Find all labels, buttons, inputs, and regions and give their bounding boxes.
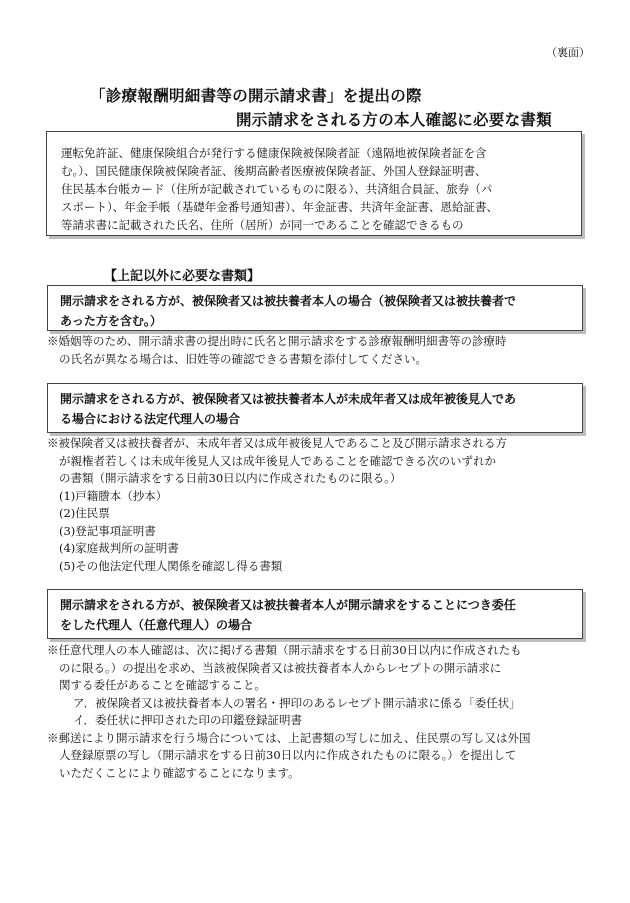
list-item: (2)住民票 bbox=[59, 506, 110, 520]
postal-note-line: いただくことにより確認することになります。 bbox=[59, 765, 300, 780]
note-line: の書類（開示請求をする日前30日以内に作成されたものに限る。） bbox=[59, 471, 402, 485]
title-line-2: 開示請求をされる方の本人確認に必要な書類 bbox=[236, 111, 553, 129]
case-heading-voluntary-agent bbox=[47, 589, 583, 639]
note-line: ※任意代理人の本人確認は、次に掲げる書類（開示請求をする日前30日以内に作成されたも bbox=[47, 643, 522, 657]
case-heading-line: 開示請求をされる方が、被保険者又は被扶養者本人の場合（被保険者又は被扶養者で bbox=[60, 294, 517, 308]
page-side-label: （裏面） bbox=[546, 46, 590, 59]
required-documents-line: 運転免許証、健康保険組合が発行する健康保険被保険者証（遠隔地被保険者証を含 bbox=[61, 146, 487, 160]
title-line-1: 「診療報酬明細書等の開示請求書」を提出の際 bbox=[90, 87, 422, 105]
note-line: の氏名が異なる場合は、旧姓等の確認できる書類を添付してください。 bbox=[59, 351, 427, 366]
case-heading-principal bbox=[47, 285, 583, 331]
case-heading-line: 開示請求をされる方が、被保険者又は被扶養者本人が未成年者又は成年被後見人であ bbox=[60, 392, 517, 406]
list-item: (5)その他法定代理人関係を確認し得る書類 bbox=[59, 558, 283, 573]
note-line: が親権者若しくは未成年後見人又は成年後見人であることを確認できる次のいずれか bbox=[59, 453, 496, 468]
case-note-principal bbox=[47, 333, 592, 368]
required-documents-line: スポート）、年金手帳（基礎年金番号通知書）、年金証書、共済年金証書、恩給証書、 bbox=[61, 200, 498, 214]
required-documents-line: む。）、国民健康保険被保険者証、後期高齢者医療被保険者証、外国人登録証明書、 bbox=[61, 164, 487, 178]
case-heading-line: 開示請求をされる方が、被保険者又は被扶養者本人が開示請求をすることにつき委任 bbox=[60, 598, 516, 612]
postal-note-line: 人登録原票の写し（開示請求をする日前30日以内に作成されたものに限る。）を提出して bbox=[59, 748, 517, 762]
case-heading-line: る場合における法定代理人の場合 bbox=[60, 412, 241, 426]
note-line: 関する委任があることを確認すること。 bbox=[59, 678, 266, 692]
list-item: (1)戸籍謄本（抄本） bbox=[59, 488, 168, 503]
required-documents-box bbox=[46, 131, 582, 236]
required-documents-line: 等請求書に記載された氏名、住所（居所）が同一であることを確認できるもの bbox=[61, 218, 464, 232]
list-item: イ．委任状に押印された印の印鑑登録証明書 bbox=[73, 713, 302, 727]
note-line: のに限る。）の提出を求め、当該被保険者又は被扶養者本人からレセプトの開示請求に bbox=[59, 660, 502, 675]
list-item: ア．被保険者又は被扶養者本人の署名・押印のあるレセプト開示請求に係る「委任状」 bbox=[73, 695, 521, 710]
case-note-legal-representative bbox=[47, 435, 592, 575]
required-documents-line: 住民基本台帳カード（住所が記載されているものに限る）、共済組合員証、旅券（パ bbox=[61, 182, 493, 196]
postal-note-line: ※郵送により開示請求を行う場合については、上記書類の写しに加え、住民票の写し又は外国 bbox=[47, 730, 531, 745]
case-heading-line: あった方を含む。） bbox=[60, 314, 162, 328]
case-heading-line: をした代理人（任意代理人）の場合 bbox=[60, 618, 253, 632]
case-note-voluntary-agent bbox=[47, 642, 592, 782]
list-item: (4)家庭裁判所の証明書 bbox=[59, 541, 179, 555]
extra-documents-heading: 【上記以外に必要な書類】 bbox=[104, 269, 261, 284]
list-item: (3)登記事項証明書 bbox=[59, 523, 156, 538]
case-heading-legal-representative bbox=[47, 383, 583, 433]
note-line: ※婚姻等のため、開示請求書の提出時に氏名と開示請求をする診療報酬明細書等の診療時 bbox=[47, 334, 507, 348]
note-line: ※被保険者又は被扶養者が、未成年者又は成年被後見人であること及び開示請求される方 bbox=[47, 436, 507, 450]
